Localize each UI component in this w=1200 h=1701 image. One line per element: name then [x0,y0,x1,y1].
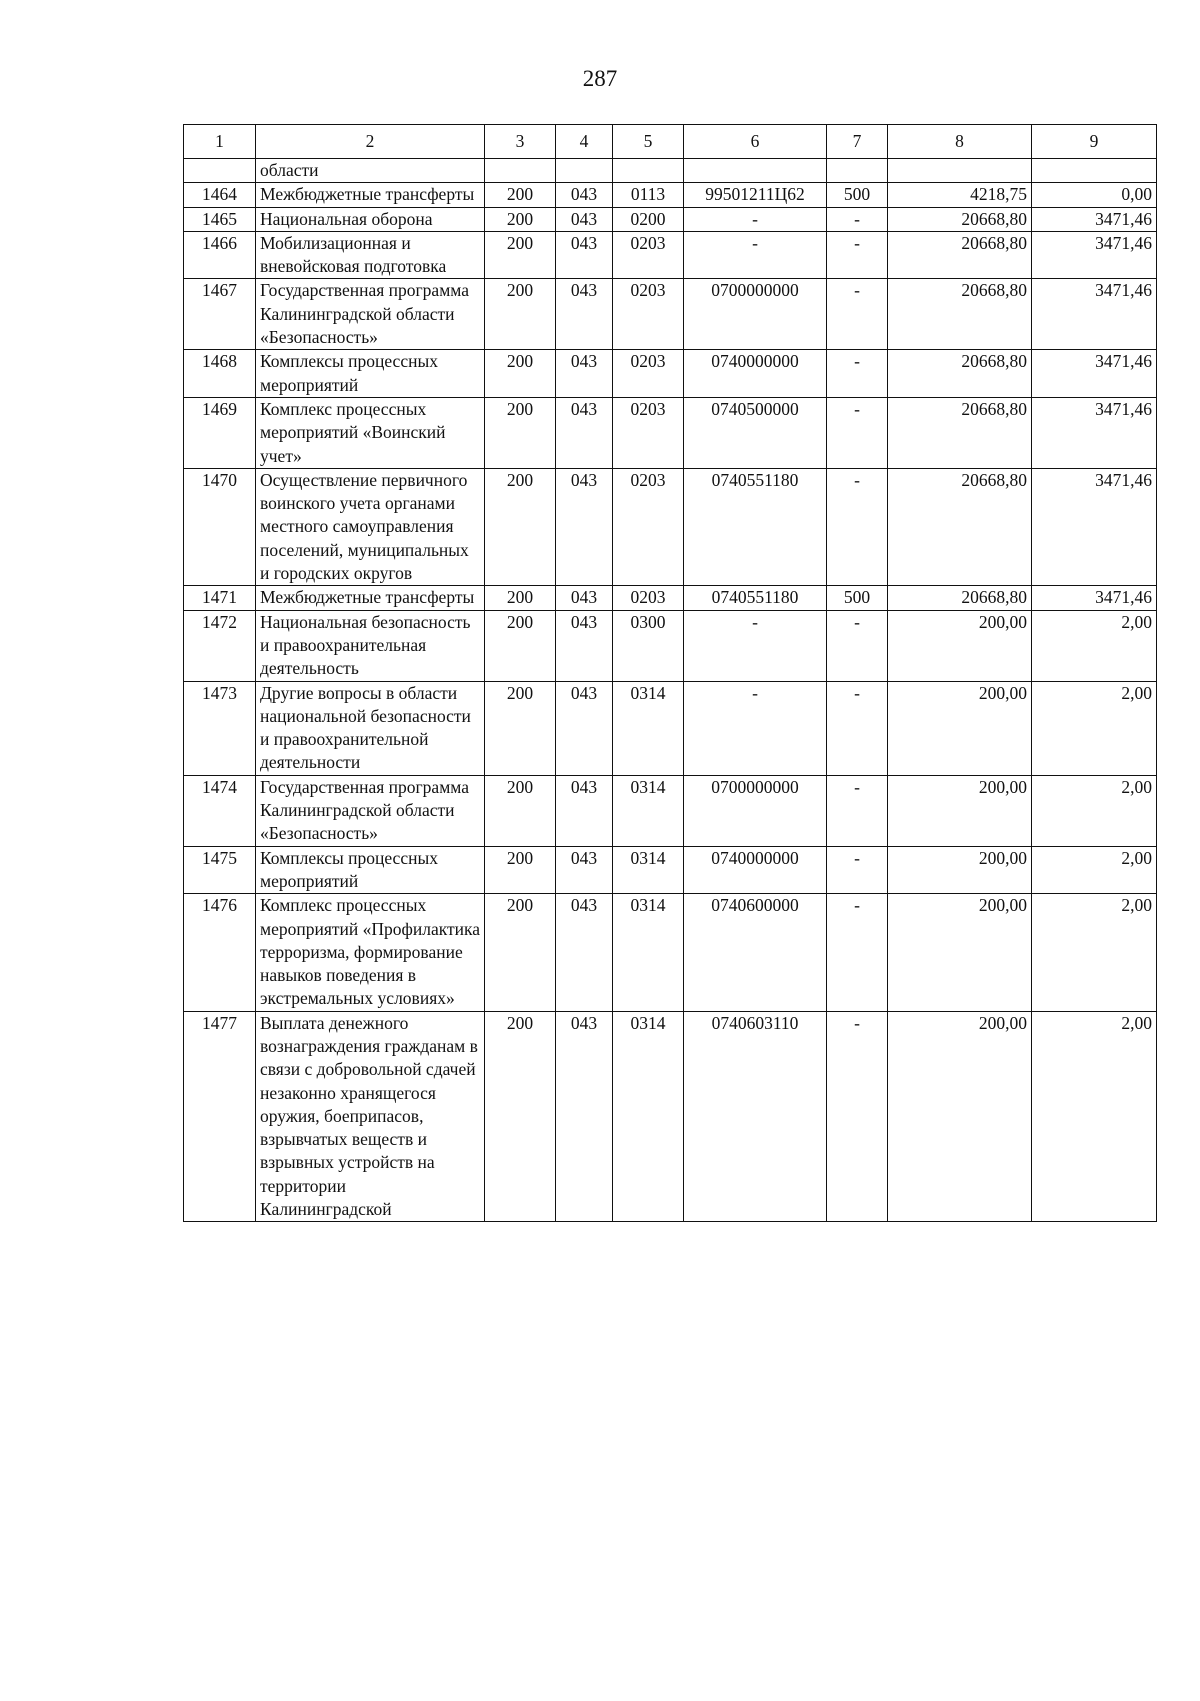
amount-cell: 2,00 [1032,1011,1157,1222]
code-cell: 200 [485,350,556,398]
expense-type-cell: 500 [827,183,888,207]
code-cell: 043 [556,350,613,398]
amount-cell: 0,00 [1032,183,1157,207]
expense-type-cell: - [827,775,888,846]
row-number-cell: 1468 [184,350,256,398]
target-article-cell: 0700000000 [684,775,827,846]
amount-cell: 20668,80 [888,350,1032,398]
code-cell: 043 [556,586,613,610]
expense-type-cell: - [827,468,888,585]
code-cell: 043 [556,397,613,468]
section-cell: 0203 [613,231,684,279]
code-cell: 200 [485,775,556,846]
target-article-cell: 0740500000 [684,397,827,468]
amount-cell: 200,00 [888,610,1032,681]
table-row [184,350,1157,398]
table-header-row [184,125,1157,159]
table-row [184,1011,1157,1222]
row-number-cell: 1467 [184,279,256,350]
row-number-cell: 1474 [184,775,256,846]
amount-cell: 3471,46 [1032,207,1157,231]
name-cell: Комплекс процессных мероприятий «Профилактика терроризма, формирование навыков поведения в экстремальных условиях» [256,894,485,1011]
row-number-cell: 1470 [184,468,256,585]
section-cell: 0203 [613,350,684,398]
name-cell: Государственная программа Калининградской области «Безопасность» [256,775,485,846]
code-cell: 200 [485,207,556,231]
code-cell: 043 [556,846,613,894]
expense-type-cell: - [827,846,888,894]
row-number-cell: 1471 [184,586,256,610]
name-cell: Другие вопросы в области национальной безопасности и правоохранительной деятельности [256,681,485,775]
row-number-cell: 1472 [184,610,256,681]
code-cell: 200 [485,894,556,1011]
expense-type-cell: - [827,279,888,350]
amount-cell: 20668,80 [888,279,1032,350]
section-cell: 0203 [613,279,684,350]
row-number-cell: 1476 [184,894,256,1011]
amount-cell: 3471,46 [1032,397,1157,468]
name-cell: Комплексы процессных мероприятий [256,350,485,398]
section-cell: 0314 [613,775,684,846]
table-row [184,279,1157,350]
name-cell: области [256,159,485,183]
expense-type-cell: - [827,1011,888,1222]
header-cell: 3 [485,125,556,159]
table-row [184,846,1157,894]
target-article-cell: - [684,681,827,775]
header-cell: 6 [684,125,827,159]
name-cell: Комплекс процессных мероприятий «Воинский учет» [256,397,485,468]
section-cell: 0314 [613,681,684,775]
name-cell: Мобилизационная и вневойсковая подготовка [256,231,485,279]
row-number-cell: 1464 [184,183,256,207]
target-article-cell: 0740000000 [684,846,827,894]
target-article-cell: - [684,231,827,279]
header-cell: 7 [827,125,888,159]
section-cell: 0203 [613,468,684,585]
code-cell: 043 [556,207,613,231]
target-article-cell: 99501211Ц62 [684,183,827,207]
amount-cell: 20668,80 [888,586,1032,610]
amount-cell: 20668,80 [888,207,1032,231]
code-cell [485,159,556,183]
code-cell: 043 [556,775,613,846]
header-cell: 2 [256,125,485,159]
table-row [184,159,1157,183]
table-row [184,610,1157,681]
code-cell: 043 [556,610,613,681]
section-cell [613,159,684,183]
row-number-cell [184,159,256,183]
name-cell: Осуществление первичного воинского учета органами местного самоуправления поселений, муниципальных и городских округов [256,468,485,585]
expense-type-cell: - [827,397,888,468]
name-cell: Национальная безопасность и правоохранительная деятельность [256,610,485,681]
section-cell: 0314 [613,894,684,1011]
amount-cell: 3471,46 [1032,279,1157,350]
table-row [184,183,1157,207]
target-article-cell: 0740000000 [684,350,827,398]
code-cell [556,159,613,183]
target-article-cell: 0740603110 [684,1011,827,1222]
header-cell: 1 [184,125,256,159]
expense-type-cell: - [827,610,888,681]
code-cell: 043 [556,279,613,350]
code-cell: 200 [485,586,556,610]
name-cell: Государственная программа Калининградской области «Безопасность» [256,279,485,350]
code-cell: 200 [485,610,556,681]
code-cell: 200 [485,183,556,207]
amount-cell: 3471,46 [1032,586,1157,610]
name-cell: Национальная оборона [256,207,485,231]
name-cell: Комплексы процессных мероприятий [256,846,485,894]
row-number-cell: 1473 [184,681,256,775]
amount-cell: 200,00 [888,775,1032,846]
section-cell: 0203 [613,397,684,468]
amount-cell: 200,00 [888,681,1032,775]
amount-cell: 200,00 [888,846,1032,894]
table-row [184,207,1157,231]
amount-cell: 3471,46 [1032,231,1157,279]
header-cell: 8 [888,125,1032,159]
amount-cell: 2,00 [1032,894,1157,1011]
section-cell: 0314 [613,846,684,894]
target-article-cell: 0740551180 [684,586,827,610]
name-cell: Межбюджетные трансферты [256,183,485,207]
row-number-cell: 1465 [184,207,256,231]
amount-cell: 2,00 [1032,681,1157,775]
amount-cell: 20668,80 [888,397,1032,468]
amount-cell: 3471,46 [1032,468,1157,585]
row-number-cell: 1466 [184,231,256,279]
section-cell: 0300 [613,610,684,681]
amount-cell [1032,159,1157,183]
code-cell: 043 [556,1011,613,1222]
amount-cell: 2,00 [1032,846,1157,894]
expense-type-cell [827,159,888,183]
amount-cell: 4218,75 [888,183,1032,207]
header-cell: 5 [613,125,684,159]
code-cell: 200 [485,397,556,468]
code-cell: 043 [556,183,613,207]
code-cell: 200 [485,279,556,350]
section-cell: 0203 [613,586,684,610]
expense-type-cell: - [827,350,888,398]
header-cell: 9 [1032,125,1157,159]
amount-cell: 20668,80 [888,468,1032,585]
amount-cell: 200,00 [888,1011,1032,1222]
table-row [184,586,1157,610]
table-row [184,397,1157,468]
table-row [184,468,1157,585]
code-cell: 200 [485,468,556,585]
row-number-cell: 1469 [184,397,256,468]
header-cell: 4 [556,125,613,159]
table-row [184,681,1157,775]
section-cell: 0200 [613,207,684,231]
expense-type-cell: - [827,894,888,1011]
amount-cell: 2,00 [1032,610,1157,681]
code-cell: 043 [556,894,613,1011]
budget-table [183,124,1157,1222]
amount-cell: 200,00 [888,894,1032,1011]
code-cell: 200 [485,1011,556,1222]
code-cell: 200 [485,231,556,279]
target-article-cell: 0700000000 [684,279,827,350]
target-article-cell: - [684,610,827,681]
target-article-cell [684,159,827,183]
page-number: 287 [582,66,618,91]
amount-cell: 20668,80 [888,231,1032,279]
expense-type-cell: 500 [827,586,888,610]
table-row [184,894,1157,1011]
code-cell: 043 [556,681,613,775]
name-cell: Межбюджетные трансферты [256,586,485,610]
amount-cell [888,159,1032,183]
table-row [184,231,1157,279]
row-number-cell: 1477 [184,1011,256,1222]
expense-type-cell: - [827,231,888,279]
table-row [184,775,1157,846]
code-cell: 043 [556,231,613,279]
target-article-cell: 0740600000 [684,894,827,1011]
amount-cell: 3471,46 [1032,350,1157,398]
expense-type-cell: - [827,207,888,231]
row-number-cell: 1475 [184,846,256,894]
target-article-cell: - [684,207,827,231]
amount-cell: 2,00 [1032,775,1157,846]
code-cell: 043 [556,468,613,585]
expense-type-cell: - [827,681,888,775]
target-article-cell: 0740551180 [684,468,827,585]
section-cell: 0314 [613,1011,684,1222]
name-cell: Выплата денежного вознаграждения гражданам в связи с добровольной сдачей незаконно хранящегося оружия, боеприпасов, взрывчатых веществ и взрывных устройств на территории Калининградской [256,1011,485,1222]
code-cell: 200 [485,846,556,894]
code-cell: 200 [485,681,556,775]
section-cell: 0113 [613,183,684,207]
